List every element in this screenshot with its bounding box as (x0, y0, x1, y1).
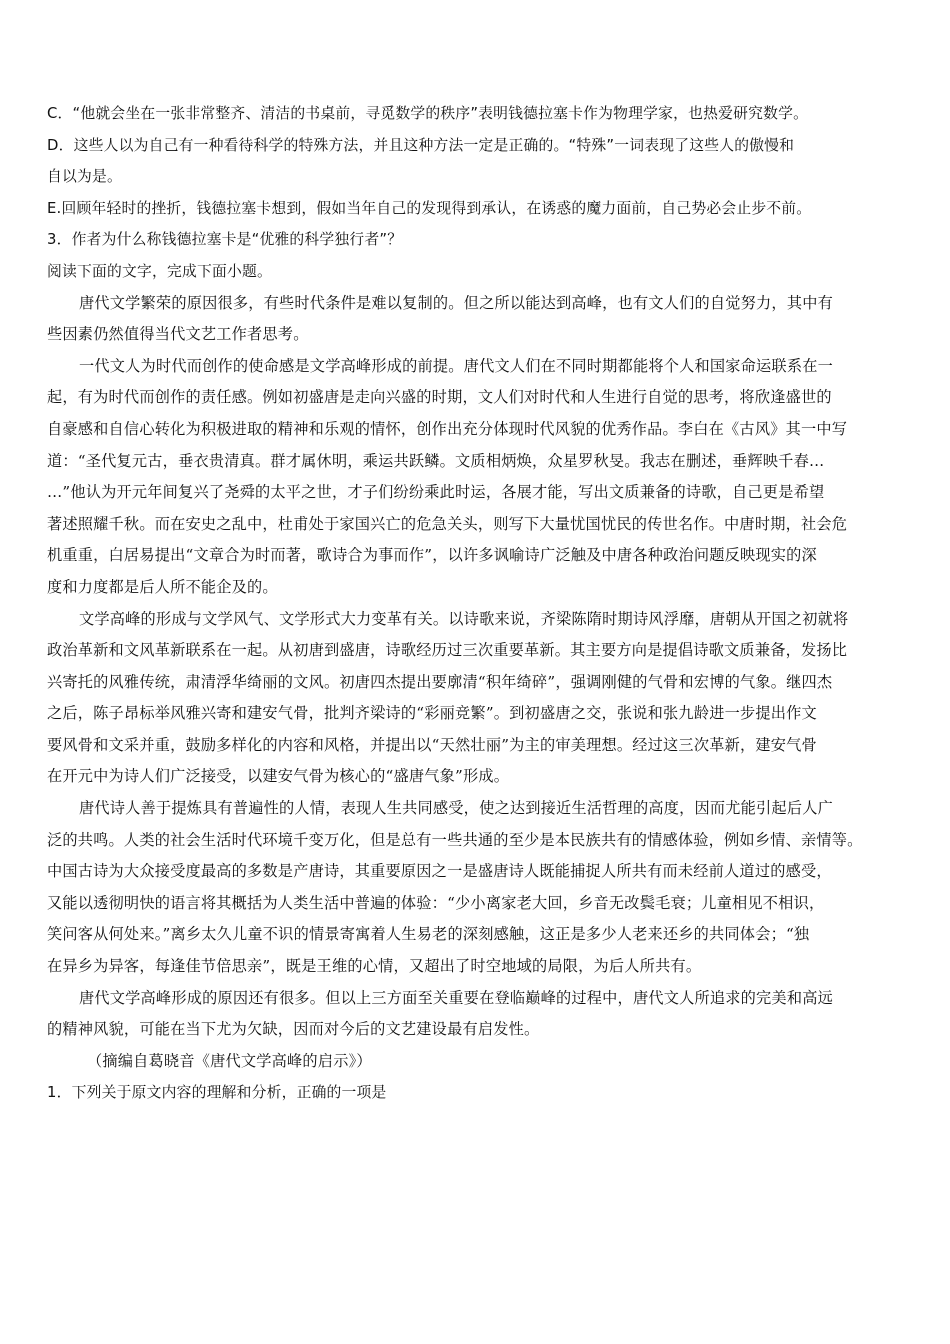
paragraph-line: 自豪感和自信心转化为积极进取的精神和乐观的情怀，创作出充分体现时代风貌的优秀作品。李白在《古风》其一中写 (47, 419, 848, 438)
paragraph-5 (47, 983, 917, 1046)
document-page (47, 98, 917, 1109)
paragraph-line: 些因素仍然值得当代文艺工作者思考。 (47, 325, 309, 344)
option-c: C．“他就会坐在一张非常整齐、清洁的书桌前，寻觅数学的秩序”表明钱德拉塞卡作为物理学家，也热爱研究数学。 (47, 105, 809, 122)
paragraph-line: 又能以透彻明快的语言将其概括为人类生活中普遍的体验：“少小离家老大回，乡音无改鬓毛衰；儿童相见不相识， (47, 893, 825, 912)
paragraph-line: 要风骨和文采并重，鼓励多样化的内容和风格，并提出以“天然壮丽”为主的审美理想。经过这三次革新，建安气骨 (47, 735, 817, 754)
paragraph-4 (47, 793, 917, 983)
option-d-line-1: D．这些人以为自己有一种看待科学的特殊方法，并且这种方法一定是正确的。“特殊”一词表现了这些人的傲慢和 (47, 136, 795, 154)
article-source: （摘编自葛晓音《唐代文学高峰的启示》） (87, 1051, 372, 1070)
paragraph-line: 之后，陈子昂标举风雅兴寄和建安气骨，批判齐梁诗的“彩丽竞繁”。到初盛唐之交，张说和张九龄进一步提出作文 (47, 704, 817, 723)
paragraph-line: 度和力度都是后人所不能企及的。 (47, 577, 278, 596)
paragraph-line: 唐代文学高峰形成的原因还有很多。但以上三方面至关重要在登临巅峰的过程中，唐代文人所追求的完美和高远 (79, 988, 833, 1007)
paragraph-3 (47, 604, 917, 794)
paragraph-line: …”他认为开元年间复兴了尧舜的太平之世，才子们纷纷乘此时运，各展才能，写出文质兼备的诗歌，自己更是希望 (47, 483, 825, 502)
paragraph-line: 中国古诗为大众接受度最高的多数是产唐诗，其重要原因之一是盛唐诗人既能捕捉人所共有而未经前人道过的感受， (47, 862, 832, 881)
paragraph-line: 政治革新和文风革新联系在一起。从初唐到盛唐，诗歌经历过三次重要革新。其主要方向是提倡诗歌文质兼备，发扬比 (47, 641, 848, 660)
paragraph-line: 一代文人为时代而创作的使命感是文学高峰形成的前提。唐代文人们在不同时期都能将个人和国家命运联系在一 (79, 356, 833, 375)
option-e: E.回顾年轻时的挫折，钱德拉塞卡想到，假如当年自己的发现得到承认，在诱惑的魔力面前，自己势必会止步不前。 (47, 199, 812, 217)
paragraph-line: 的精神风貌，可能在当下尤为欠缺，因而对今后的文艺建设最有启发性。 (47, 1020, 540, 1039)
paragraph-line: 在异乡为异客，每逢佳节倍思亲”，既是王维的心情，又超出了时空地域的局限，为后人所共有。 (47, 957, 702, 976)
option-d-line-2: 自以为是。 (47, 168, 122, 186)
paragraph-line: 文学高峰的形成与文学风气、文学形式大力变革有关。以诗歌来说，齐梁陈隋时期诗风浮靡，唐朝从开国之初就将 (79, 609, 849, 628)
paragraph-line: 兴寄托的风雅传统，肃清浮华绮丽的文风。初唐四杰提出要廓清“积年绮碎”，强调刚健的气骨和宏博的气象。继四杰 (47, 672, 833, 691)
paragraph-line: 起，有为时代而创作的责任感。例如初盛唐是走向兴盛的时期，文人们对时代和人生进行自觉的思考，将欣逢盛世的 (47, 388, 832, 407)
paragraph-line: 笑问客从何处来。”离乡太久儿童不识的情景寄寓着人生易老的深刻感触，这正是多少人老来还乡的共同体会；“独 (47, 925, 810, 944)
paragraph-line: 道：“圣代复元古，垂衣贵清真。群才属休明，乘运共跃鳞。文质相炳焕，众星罗秋旻。我志在删述，垂辉映千春… (47, 451, 825, 470)
paragraph-line: 机重重，白居易提出“文章合为时而著，歌诗合为事而作”，以许多讽喻诗广泛触及中唐各种政治问题反映现实的深 (47, 546, 817, 565)
paragraph-line: 唐代文学繁荣的原因很多，有些时代条件是难以复制的。但之所以能达到高峰，也有文人们的自觉努力，其中有 (79, 293, 833, 312)
paragraph-2 (47, 351, 917, 604)
reading-instruction: 阅读下面的文字，完成下面小题。 (47, 262, 272, 280)
article (47, 288, 917, 1078)
question-1: 1．下列关于原文内容的理解和分析，正确的一项是 (47, 1084, 387, 1102)
paragraph-line: 唐代诗人善于提炼具有普遍性的人情，表现人生共同感受，使之达到接近生活哲理的高度，因而尤能引起后人广 (79, 799, 833, 818)
paragraph-line: 泛的共鸣。人类的社会生活时代环境千变万化，但是总有一些共通的至少是本民族共有的情感体验，例如乡情、亲情等。 (47, 830, 863, 849)
paragraph-line: 著述照耀千秋。而在安史之乱中，杜甫处于家国兴亡的危急关头，则写下大量忧国忧民的传世名作。中唐时期，社会危 (47, 514, 848, 533)
paragraph-line: 在开元中为诗人们广泛接受，以建安气骨为核心的“盛唐气象”形成。 (47, 767, 510, 786)
paragraph-1 (47, 288, 917, 351)
question-3: 3．作者为什么称钱德拉塞卡是“优雅的科学独行者”？ (47, 231, 403, 249)
